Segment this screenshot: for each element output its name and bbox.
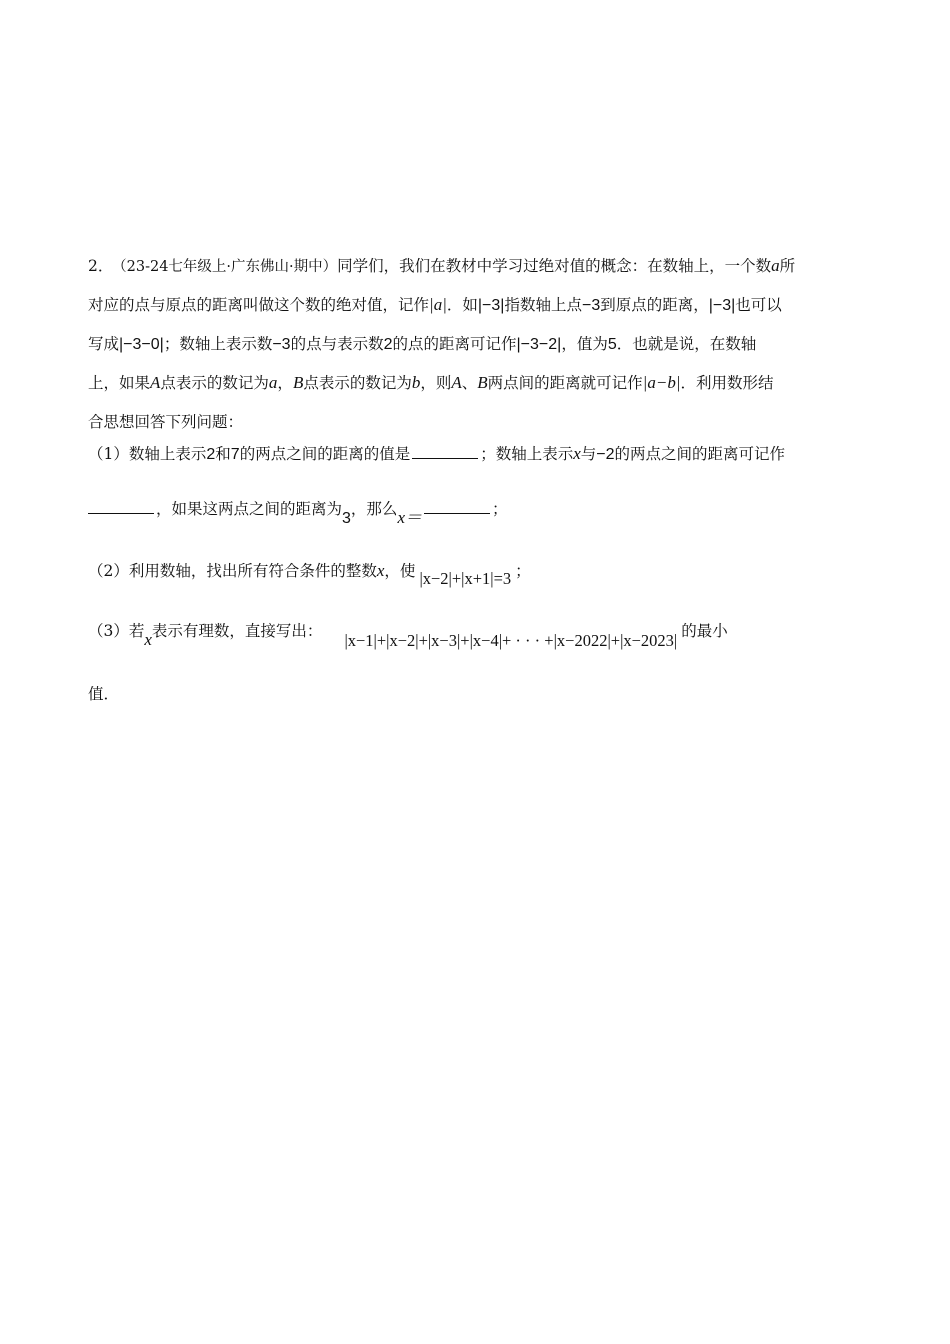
math-var: A — [451, 373, 462, 392]
math-var: a — [771, 256, 780, 275]
intro-text: 的点的距离可记作 — [392, 335, 517, 353]
math-expr: x＝ — [397, 508, 422, 527]
intro-text: ，则 — [420, 374, 452, 392]
math-var: B — [477, 373, 488, 392]
part-1-text: 和 — [215, 445, 231, 463]
intro-text: 的点与表示数 — [290, 335, 384, 353]
part-3-text: 表示有理数，直接写出： — [151, 622, 323, 640]
intro-text: ．如 — [446, 296, 478, 314]
question-intro-line-5 — [88, 412, 243, 432]
part-1-line-2 — [88, 499, 508, 527]
intro-text: 写成 — [88, 335, 120, 353]
intro-text: 、 — [461, 374, 478, 392]
math-expr: |a−b| — [642, 373, 681, 392]
intro-text: 对应的点与原点的距离叫做这个数的绝对值，记作 — [88, 296, 430, 314]
question-intro-line-1 — [88, 256, 795, 277]
intro-text: 点表示的数记为 — [303, 374, 412, 392]
part-1-line-1 — [88, 444, 785, 465]
intro-text: 同学们，我们在教材中学习过绝对值的概念：在数轴上，一个数 — [337, 257, 772, 275]
math-var: B — [292, 373, 304, 392]
question-intro-line-3 — [88, 334, 756, 355]
intro-text: ，值为 — [561, 335, 608, 353]
question-number: 2． — [88, 257, 114, 275]
question-source: （23-24七年级上·广东佛山·期中） — [119, 259, 338, 275]
math-expr: 5 — [607, 336, 617, 353]
intro-text: 合思想回答下列问题： — [88, 413, 244, 431]
intro-text: ．利用数形结 — [680, 374, 774, 392]
question-intro-line-4 — [88, 373, 774, 393]
part-1-text: （1）数轴上表示 — [88, 445, 207, 463]
math-var: x — [573, 444, 581, 463]
answer-blank-2[interactable] — [88, 499, 154, 514]
part-1-text: ；数轴上表示 — [480, 445, 574, 463]
part-1-text: 的两点之间的距离的值是 — [239, 445, 411, 463]
math-expr: |−3| — [477, 297, 505, 314]
math-num: −2 — [596, 446, 615, 463]
part-1-text: 的两点之间的距离可记作 — [614, 445, 786, 463]
math-num: 3 — [342, 510, 351, 527]
part-2-text: ； — [515, 562, 531, 580]
intro-text: ．也就是说，在数轴 — [616, 335, 757, 353]
intro-text: 也可以 — [735, 296, 782, 314]
intro-text: 上，如果 — [88, 374, 151, 392]
answer-blank-1[interactable] — [412, 444, 478, 459]
part-1-text: ，那么 — [350, 500, 398, 518]
math-expr: −3 — [581, 297, 601, 314]
intro-text: ；数轴上表示数 — [163, 335, 273, 353]
part-3-text: 值． — [88, 685, 120, 703]
part-3-text: 的最小 — [681, 622, 728, 640]
math-equation: |x−2|+|x+1|=3 — [419, 569, 512, 588]
math-num: 7 — [230, 446, 240, 463]
intro-text: 点表示的数记为 — [160, 374, 269, 392]
intro-text: 所 — [779, 257, 796, 275]
math-expr: |−3−2| — [516, 336, 562, 353]
intro-text: 到原点的距离， — [600, 296, 709, 314]
math-sum-expression: |x−1|+|x−2|+|x−3|+|x−4|+ · · · +|x−2022|+|x−2023| — [344, 631, 678, 650]
part-3-text: （3）若 — [88, 622, 145, 640]
math-var: x — [376, 561, 385, 580]
part-1-text: ； — [491, 500, 508, 518]
math-expr: |−3−0| — [119, 336, 164, 353]
part-1-text: ，如果这两点之间的距离为 — [156, 500, 343, 518]
part-3-line-2 — [88, 684, 119, 704]
part-3-line-1 — [88, 621, 728, 650]
math-var: b — [411, 373, 421, 392]
math-var: a — [268, 373, 278, 392]
answer-blank-3[interactable] — [424, 499, 490, 514]
math-var: A — [150, 373, 161, 392]
intro-text: 指数轴上点 — [504, 296, 582, 314]
math-var: x — [144, 630, 152, 649]
part-2-text: （2）利用数轴，找出所有符合条件的整数 — [88, 562, 377, 580]
intro-text: ， — [277, 374, 293, 392]
math-expr: −3 — [272, 336, 291, 353]
intro-text: 两点间的距离就可记作 — [487, 374, 643, 392]
question-intro-line-2 — [88, 295, 782, 316]
math-expr: |−3| — [708, 297, 736, 314]
part-1-text: 与 — [580, 445, 597, 463]
math-expr: 2 — [383, 336, 393, 353]
part-2-line — [88, 561, 531, 588]
math-expr: |a| — [429, 295, 447, 314]
math-num: 2 — [206, 446, 216, 463]
part-2-text: ，使 — [384, 562, 416, 580]
